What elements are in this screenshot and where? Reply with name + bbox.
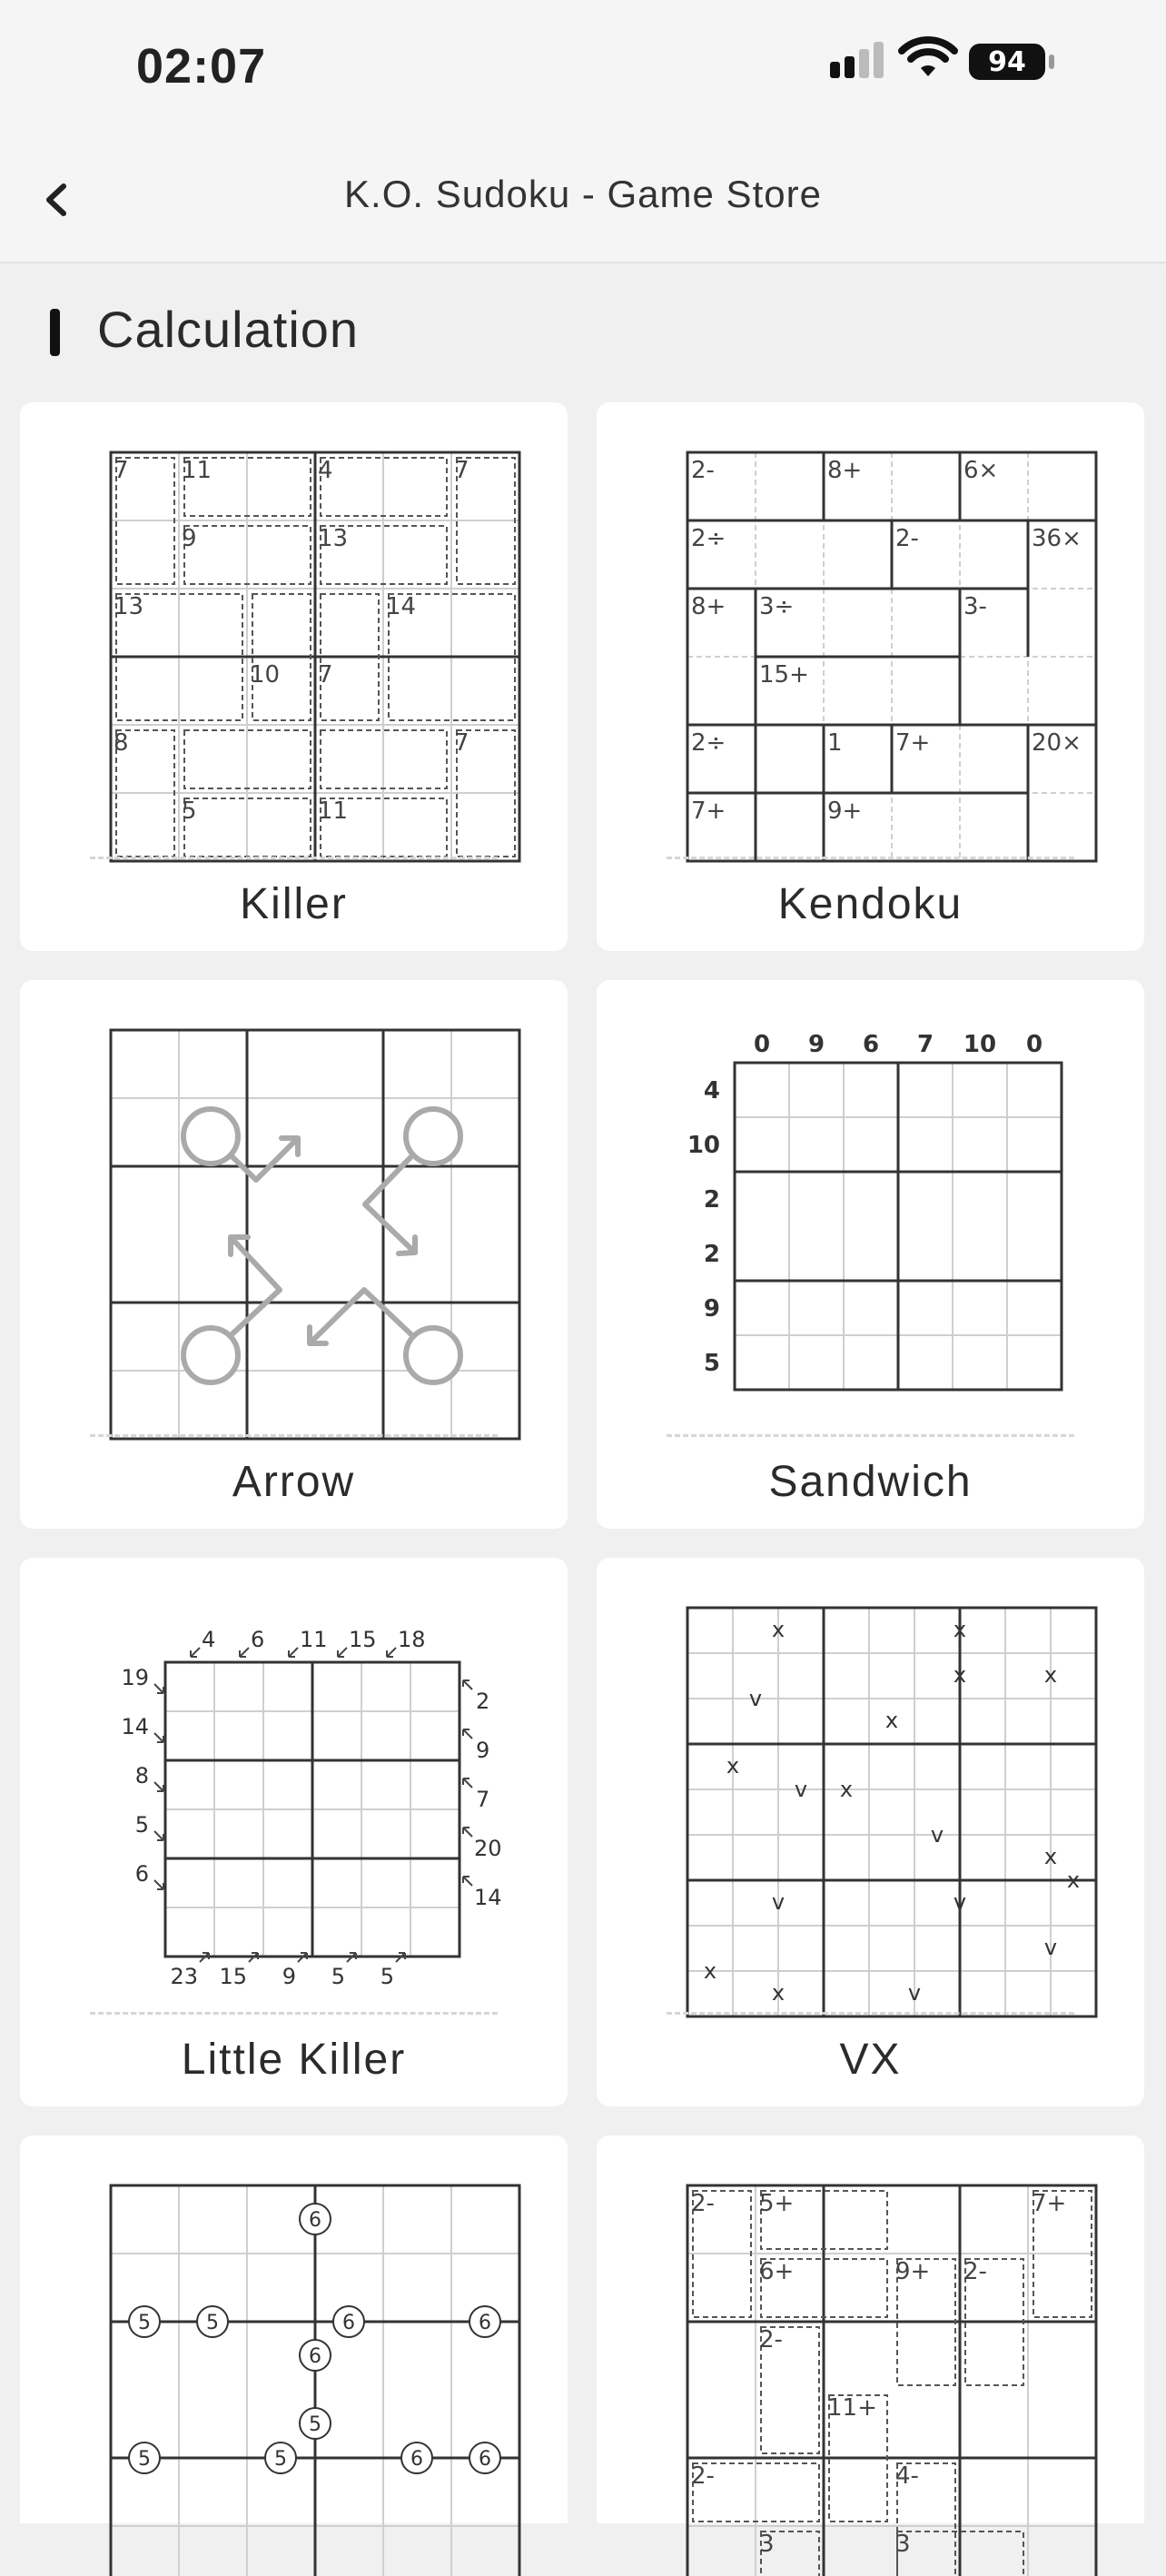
little-killer-clue: 5	[331, 1964, 345, 1989]
little-killer-clue: 23	[170, 1964, 198, 1989]
battery-icon	[969, 44, 1054, 80]
page-title: K.O. Sudoku - Game Store	[344, 173, 822, 215]
kendoku-clue: 15+	[759, 661, 809, 689]
vx-mark: x	[884, 1708, 899, 1733]
game-card-7[interactable]	[20, 2135, 568, 2523]
kendoku-clue: 6×	[963, 457, 999, 484]
card-7-clue: 6	[342, 2312, 355, 2334]
vx-mark: v	[1043, 1935, 1058, 1960]
killer-clue: 13	[114, 593, 144, 620]
kendoku-clue: 20×	[1032, 729, 1082, 757]
sandwich-top-clue: 0	[753, 1031, 771, 1058]
killer-clue: 10	[250, 661, 281, 689]
card-8-clue: 5+	[759, 2190, 795, 2217]
card-8-clue: 7+	[1032, 2190, 1067, 2217]
game-card-sandwich[interactable]	[597, 980, 1144, 1529]
little-killer-clue: 14	[121, 1714, 149, 1739]
little-killer-clue: 9	[282, 1964, 296, 1989]
sandwich-top-clue: 6	[862, 1031, 880, 1058]
status-bar	[0, 0, 1166, 136]
kendoku-clue: 2÷	[691, 729, 726, 757]
card-8-clue: 9+	[895, 2258, 931, 2285]
vx-mark: x	[1043, 1844, 1058, 1869]
card-7-clue: 6	[410, 2448, 423, 2471]
card-8-clue: 2-	[691, 2462, 715, 2490]
card-divider	[90, 1434, 498, 1437]
card-8-clue: 2-	[691, 2190, 715, 2217]
sandwich-top-clue: 7	[916, 1031, 934, 1058]
kendoku-clue: 2÷	[691, 525, 726, 552]
vx-mark: x	[726, 1753, 740, 1778]
kendoku-clue: 9+	[827, 798, 863, 825]
vx-mark: v	[953, 1889, 967, 1915]
card-7-clue: 5	[138, 2448, 151, 2471]
sandwich-left-clue: 9	[703, 1295, 720, 1323]
card-7-clue: 6	[479, 2312, 491, 2334]
kendoku-thumbnail	[660, 425, 1082, 843]
card-label: Little Killer	[181, 2036, 407, 2084]
vx-mark: x	[953, 1662, 967, 1688]
section-indicator	[50, 309, 60, 356]
game-card-8[interactable]	[597, 2135, 1144, 2558]
kendoku-clue: 8+	[691, 593, 726, 620]
little-killer-clue: 2	[476, 1689, 490, 1714]
card-7-thumbnail	[84, 2158, 501, 2576]
battery-level: 94	[988, 46, 1026, 78]
vx-mark: x	[1066, 1868, 1081, 1893]
sandwich-left-clue: 10	[687, 1132, 720, 1159]
kendoku-clue: 2-	[691, 457, 715, 484]
kendoku-clue: 7+	[895, 729, 931, 757]
little-killer-clue: 18	[398, 1627, 426, 1652]
card-divider	[667, 2012, 1074, 2015]
little-killer-clue: 5	[380, 1964, 394, 1989]
nav-bar	[0, 136, 1166, 263]
vx-thumbnail	[660, 1580, 1081, 2006]
killer-clue: 11	[182, 457, 212, 484]
killer-clue: 7	[114, 457, 129, 484]
vx-mark: v	[930, 1822, 944, 1848]
little-killer-clue: 20	[474, 1836, 502, 1861]
game-card-killer[interactable]	[20, 402, 568, 951]
card-7-clue: 5	[206, 2312, 219, 2334]
killer-clue: 7	[454, 457, 469, 484]
card-divider	[90, 857, 498, 859]
sandwich-left-clue: 4	[703, 1077, 720, 1105]
kendoku-clue: 3÷	[759, 593, 795, 620]
sandwich-left-clue: 2	[703, 1186, 720, 1214]
kendoku-clue: 2-	[895, 525, 919, 552]
wifi-icon	[902, 40, 954, 76]
sandwich-thumbnail	[660, 1003, 1078, 1421]
vx-mark: v	[771, 1889, 786, 1915]
killer-clue: 7	[454, 729, 469, 757]
game-card-vx[interactable]	[597, 1558, 1144, 2106]
card-7-clue: 5	[274, 2448, 287, 2471]
little-killer-clue: 15	[219, 1964, 247, 1989]
card-7-clue: 6	[479, 2448, 491, 2471]
sandwich-top-clue: 0	[1025, 1031, 1043, 1058]
status-time: 02:07	[136, 39, 267, 94]
card-label: Sandwich	[768, 1458, 973, 1506]
little-killer-clue: 14	[474, 1885, 502, 1910]
little-killer-clue: 4	[202, 1627, 216, 1652]
killer-clue: 14	[386, 593, 417, 620]
vx-mark: x	[839, 1777, 854, 1802]
card-7-clue: 5	[309, 2413, 321, 2436]
killer-clue: 11	[318, 798, 349, 825]
card-7-clue: 6	[309, 2209, 321, 2232]
card-8-clue: 3	[895, 2531, 911, 2558]
card-label: Arrow	[232, 1458, 356, 1506]
vx-mark: x	[771, 1617, 786, 1642]
card-divider	[667, 1434, 1074, 1437]
game-card-little-killer[interactable]	[20, 1558, 568, 2106]
section-title: Calculation	[97, 301, 360, 358]
vx-mark: x	[953, 1617, 967, 1642]
sandwich-left-clue: 2	[703, 1241, 720, 1268]
kendoku-clue: 3-	[963, 593, 987, 620]
card-8-clue: 11+	[827, 2394, 877, 2422]
vx-mark: v	[794, 1777, 808, 1802]
sandwich-top-clue: 9	[807, 1031, 825, 1058]
card-8-clue: 2-	[759, 2326, 783, 2353]
card-7-clue: 5	[138, 2312, 151, 2334]
kendoku-clue: 7+	[691, 798, 726, 825]
game-card-kendoku[interactable]	[597, 402, 1144, 951]
card-divider	[90, 2012, 498, 2015]
card-8-clue: 3	[759, 2531, 775, 2558]
sandwich-top-clue: 10	[963, 1031, 997, 1058]
status-icons	[830, 42, 1075, 96]
killer-clue: 9	[182, 525, 197, 552]
vx-mark: x	[1043, 1662, 1058, 1688]
killer-clue: 13	[318, 525, 349, 552]
little-killer-clue: 5	[134, 1812, 149, 1838]
sandwich-left-clue: 5	[703, 1350, 720, 1377]
card-8-thumbnail	[660, 2158, 1078, 2576]
killer-clue: 8	[114, 729, 129, 757]
killer-clue: 7	[318, 661, 333, 689]
little-killer-clue: 6	[134, 1861, 149, 1887]
vx-mark: v	[748, 1686, 763, 1711]
card-label: Killer	[240, 880, 348, 928]
card-8-clue: 4-	[895, 2462, 919, 2490]
little-killer-clue: 9	[476, 1738, 490, 1763]
card-7-clue: 6	[309, 2345, 321, 2368]
killer-clue: 4	[318, 457, 333, 484]
vx-mark: x	[771, 1980, 786, 2006]
card-divider	[667, 857, 1074, 859]
card-8-clue: 6+	[759, 2258, 795, 2285]
little-killer-clue: 7	[476, 1787, 490, 1812]
card-label: VX	[839, 2036, 902, 2084]
killer-thumbnail	[84, 425, 501, 843]
little-killer-clue: 19	[121, 1665, 149, 1690]
signal-icon	[830, 42, 884, 78]
little-killer-thumbnail	[84, 1580, 501, 1998]
little-killer-clue: 6	[251, 1627, 265, 1652]
little-killer-clue: 11	[300, 1627, 328, 1652]
little-killer-clue: 8	[134, 1763, 149, 1788]
killer-clue: 5	[182, 798, 197, 825]
little-killer-clue: 15	[349, 1627, 377, 1652]
vx-mark: x	[703, 1958, 717, 1984]
kendoku-clue: 8+	[827, 457, 863, 484]
kendoku-clue: 36×	[1032, 525, 1082, 552]
card-label: Kendoku	[777, 880, 963, 928]
card-8-clue: 2-	[963, 2258, 987, 2285]
arrow-thumbnail	[84, 1003, 501, 1421]
kendoku-clue: 1	[827, 729, 843, 757]
game-card-arrow[interactable]	[20, 980, 568, 1529]
vx-mark: v	[907, 1980, 922, 2006]
